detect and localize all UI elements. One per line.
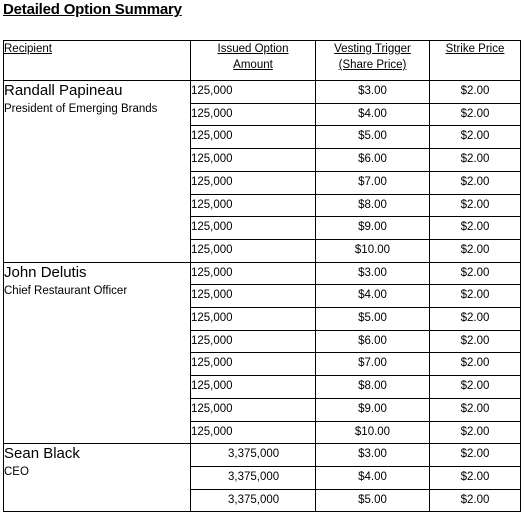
issued-amount-cell: 3,375,000 — [191, 466, 316, 489]
strike-price-cell: $2.00 — [430, 421, 521, 444]
vesting-trigger-cell: $9.00 — [316, 398, 430, 421]
header-vesting-line1: Vesting Trigger — [334, 43, 411, 55]
issued-amount-cell: 125,000 — [191, 308, 316, 331]
issued-amount-cell: 125,000 — [191, 353, 316, 376]
issued-amount-cell: 125,000 — [191, 285, 316, 308]
vesting-trigger-cell: $4.00 — [316, 103, 430, 126]
issued-amount-cell: 125,000 — [191, 239, 316, 262]
vesting-trigger-cell: $10.00 — [316, 239, 430, 262]
issued-amount-cell: 125,000 — [191, 262, 316, 285]
vesting-trigger-cell: $3.00 — [316, 81, 430, 104]
strike-price-cell: $2.00 — [430, 285, 521, 308]
table-row — [4, 262, 521, 285]
vesting-trigger-cell: $7.00 — [316, 353, 430, 376]
table-row — [4, 444, 521, 467]
document-title: Detailed Option Summary — [3, 1, 182, 18]
issued-amount-cell: 125,000 — [191, 126, 316, 149]
table-row — [4, 81, 521, 104]
issued-amount-cell: 125,000 — [191, 103, 316, 126]
strike-price-cell: $2.00 — [430, 149, 521, 172]
header-strike-label: Strike Price — [445, 43, 505, 55]
strike-price-cell: $2.00 — [430, 330, 521, 353]
strike-price-cell: $2.00 — [430, 239, 521, 262]
strike-price-cell: $2.00 — [430, 466, 521, 489]
recipient-name: John Delutis — [4, 263, 87, 281]
header-vesting-trigger — [316, 41, 430, 81]
vesting-trigger-cell: $9.00 — [316, 217, 430, 240]
recipient-cell — [4, 444, 191, 512]
issued-amount-cell: 125,000 — [191, 81, 316, 104]
recipient-role: President of Emerging Brands — [4, 103, 158, 115]
vesting-trigger-cell: $6.00 — [316, 330, 430, 353]
issued-amount-cell: 125,000 — [191, 330, 316, 353]
vesting-trigger-cell: $5.00 — [316, 308, 430, 331]
issued-amount-cell: 125,000 — [191, 194, 316, 217]
header-recipient-label: Recipient — [4, 43, 52, 55]
issued-amount-cell: 125,000 — [191, 421, 316, 444]
recipient-cell — [4, 262, 191, 444]
vesting-trigger-cell: $5.00 — [316, 126, 430, 149]
vesting-trigger-cell: $4.00 — [316, 466, 430, 489]
vesting-trigger-cell: $10.00 — [316, 421, 430, 444]
issued-amount-cell: 125,000 — [191, 376, 316, 399]
vesting-trigger-cell: $3.00 — [316, 262, 430, 285]
header-strike-price — [430, 41, 521, 81]
strike-price-cell: $2.00 — [430, 171, 521, 194]
strike-price-cell: $2.00 — [430, 308, 521, 331]
strike-price-cell: $2.00 — [430, 217, 521, 240]
issued-amount-cell: 125,000 — [191, 398, 316, 421]
strike-price-cell: $2.00 — [430, 489, 521, 512]
recipient-cell — [4, 81, 191, 263]
strike-price-cell: $2.00 — [430, 398, 521, 421]
recipient-role: Chief Restaurant Officer — [4, 284, 128, 297]
strike-price-cell: $2.00 — [430, 103, 521, 126]
header-issued-line2: Amount — [233, 59, 273, 71]
recipient-name: Randall Papineau — [4, 82, 123, 99]
header-recipient — [4, 41, 191, 81]
vesting-trigger-cell: $3.00 — [316, 444, 430, 467]
vesting-trigger-cell: $8.00 — [316, 194, 430, 217]
issued-amount-cell: 3,375,000 — [191, 444, 316, 467]
vesting-trigger-cell: $7.00 — [316, 171, 430, 194]
table-header-row — [4, 41, 521, 81]
vesting-trigger-cell: $8.00 — [316, 376, 430, 399]
recipient-role: CEO — [4, 466, 29, 479]
strike-price-cell: $2.00 — [430, 194, 521, 217]
issued-amount-cell: 3,375,000 — [191, 489, 316, 512]
strike-price-cell: $2.00 — [430, 126, 521, 149]
issued-amount-cell: 125,000 — [191, 149, 316, 172]
vesting-trigger-cell: $4.00 — [316, 285, 430, 308]
recipient-name: Sean Black — [4, 445, 80, 463]
vesting-trigger-cell: $5.00 — [316, 489, 430, 512]
header-issued-amount — [191, 41, 316, 81]
vesting-trigger-cell: $6.00 — [316, 149, 430, 172]
strike-price-cell: $2.00 — [430, 262, 521, 285]
issued-amount-cell: 125,000 — [191, 217, 316, 240]
header-issued-line1: Issued Option — [217, 43, 289, 55]
option-summary-table — [3, 40, 521, 512]
table-body — [4, 81, 521, 512]
issued-amount-cell: 125,000 — [191, 171, 316, 194]
strike-price-cell: $2.00 — [430, 376, 521, 399]
strike-price-cell: $2.00 — [430, 353, 521, 376]
header-vesting-line2: (Share Price) — [338, 59, 407, 71]
strike-price-cell: $2.00 — [430, 444, 521, 467]
strike-price-cell: $2.00 — [430, 81, 521, 104]
